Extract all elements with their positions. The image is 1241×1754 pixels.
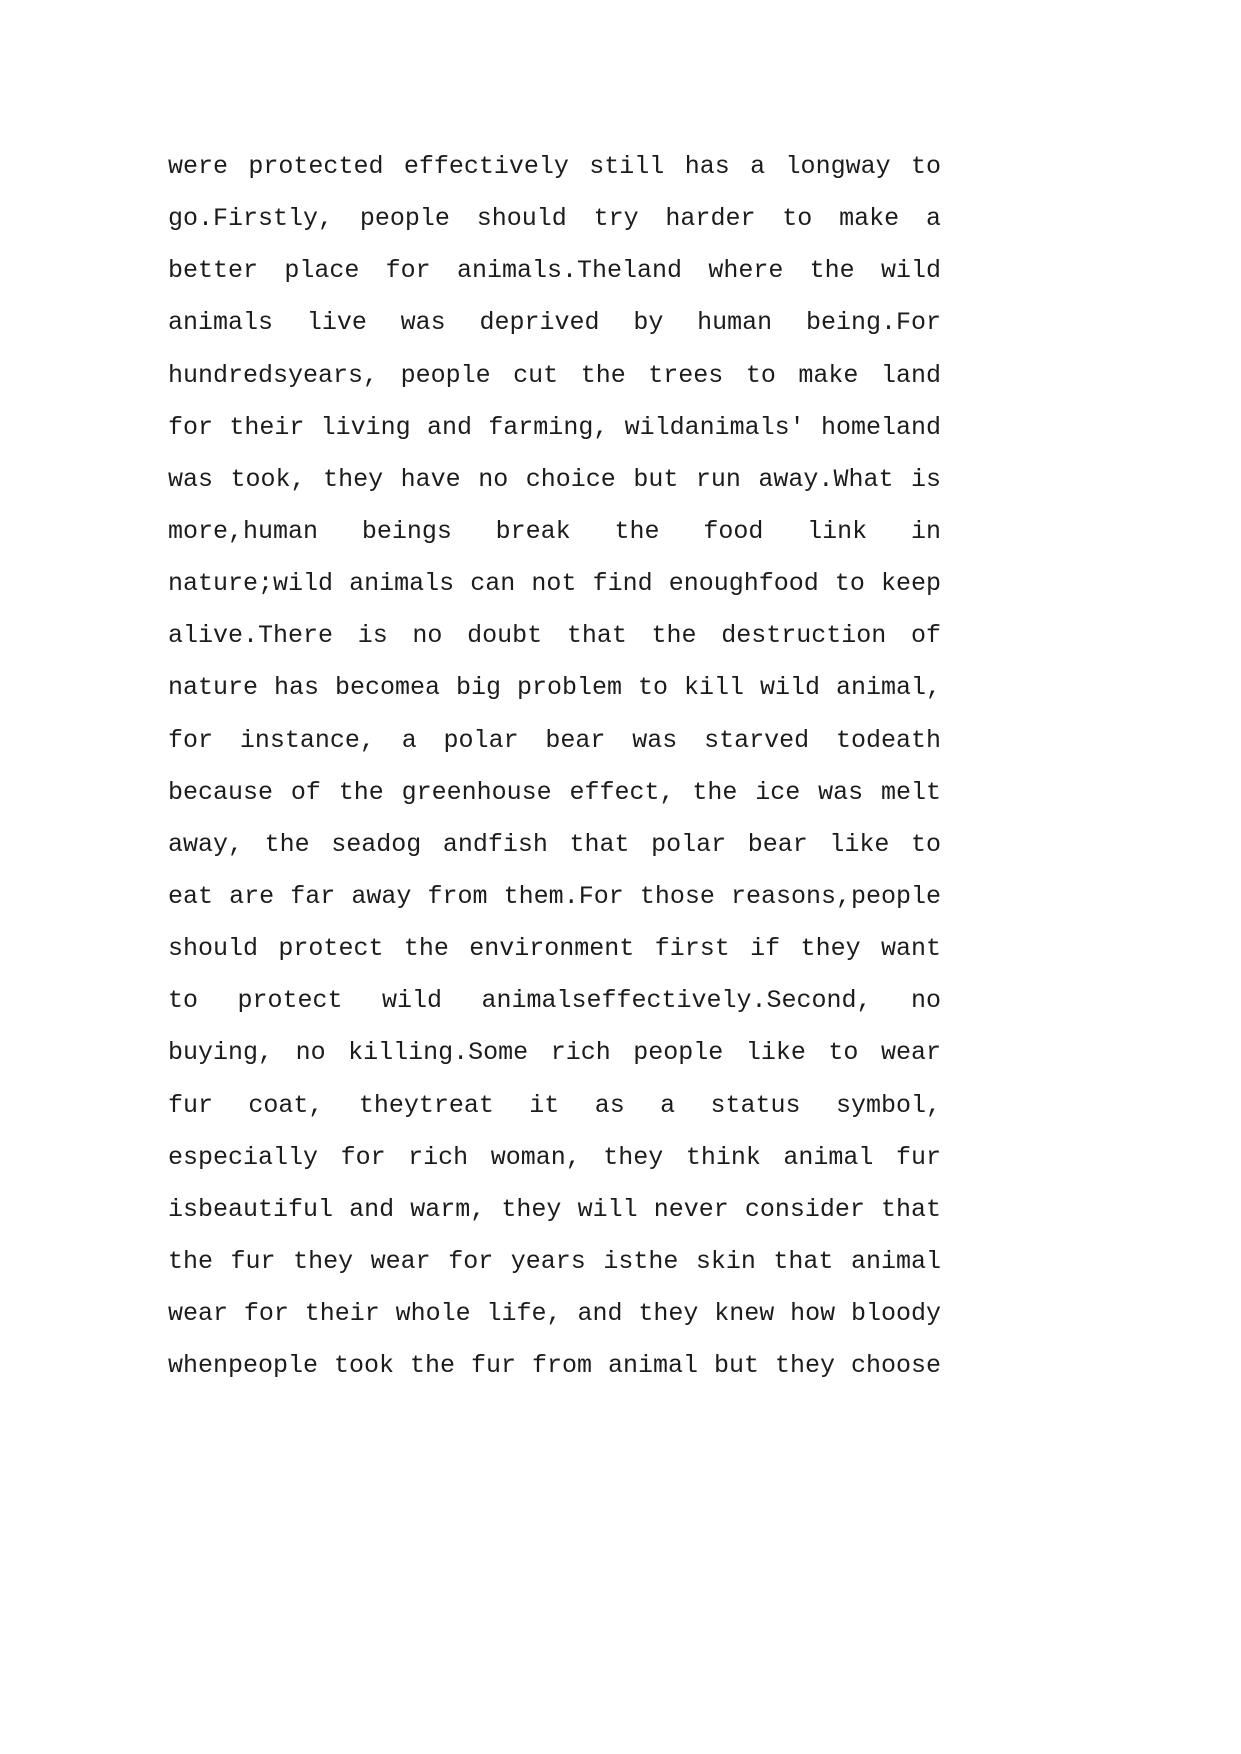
text-line: more,human beings break the food link in bbox=[168, 516, 941, 546]
text-line: buying, no killing.Some rich people like to wear bbox=[168, 1038, 941, 1068]
text-line: eat are far away from them.For those reasons,people bbox=[168, 881, 941, 911]
text-line: the fur they wear for years isthe skin that animal bbox=[168, 1246, 941, 1276]
text-line: animals live was deprived by human being.For bbox=[168, 308, 941, 338]
text-line: isbeautiful and warm, they will never consider that bbox=[168, 1194, 941, 1224]
text-line: better place for animals.Theland where the wild bbox=[168, 256, 941, 286]
text-line: especially for rich woman, they think animal fur bbox=[168, 1142, 941, 1172]
text-line: was took, they have no choice but run away.What is bbox=[168, 464, 941, 494]
text-line: were protected effectively still has a longway to bbox=[168, 152, 941, 181]
text-line: nature;wild animals can not find enoughfood to keep bbox=[168, 569, 941, 599]
text-line: hundredsyears, people cut the trees to make land bbox=[168, 360, 941, 390]
body-paragraph bbox=[168, 141, 941, 1392]
text-line: for their living and farming, wildanimals' homeland bbox=[168, 412, 941, 442]
text-line: alive.There is no doubt that the destruction of bbox=[168, 621, 941, 651]
text-line: fur coat, theytreat it as a status symbol, bbox=[168, 1090, 941, 1120]
text-line: wear for their whole life, and they knew how bloody bbox=[168, 1299, 941, 1329]
text-line: nature has becomea big problem to kill wild animal, bbox=[168, 673, 941, 703]
text-line: go.Firstly, people should try harder to make a bbox=[168, 204, 941, 234]
text-line: for instance, a polar bear was starved todeath bbox=[168, 725, 941, 755]
text-line: should protect the environment first if they want bbox=[168, 934, 941, 964]
text-line: to protect wild animalseffectively.Second, no bbox=[168, 986, 941, 1016]
text-line: because of the greenhouse effect, the ice was melt bbox=[168, 777, 941, 807]
text-line: away, the seadog andfish that polar bear like to bbox=[168, 829, 941, 859]
text-line: whenpeople took the fur from animal but they choose bbox=[168, 1351, 941, 1381]
